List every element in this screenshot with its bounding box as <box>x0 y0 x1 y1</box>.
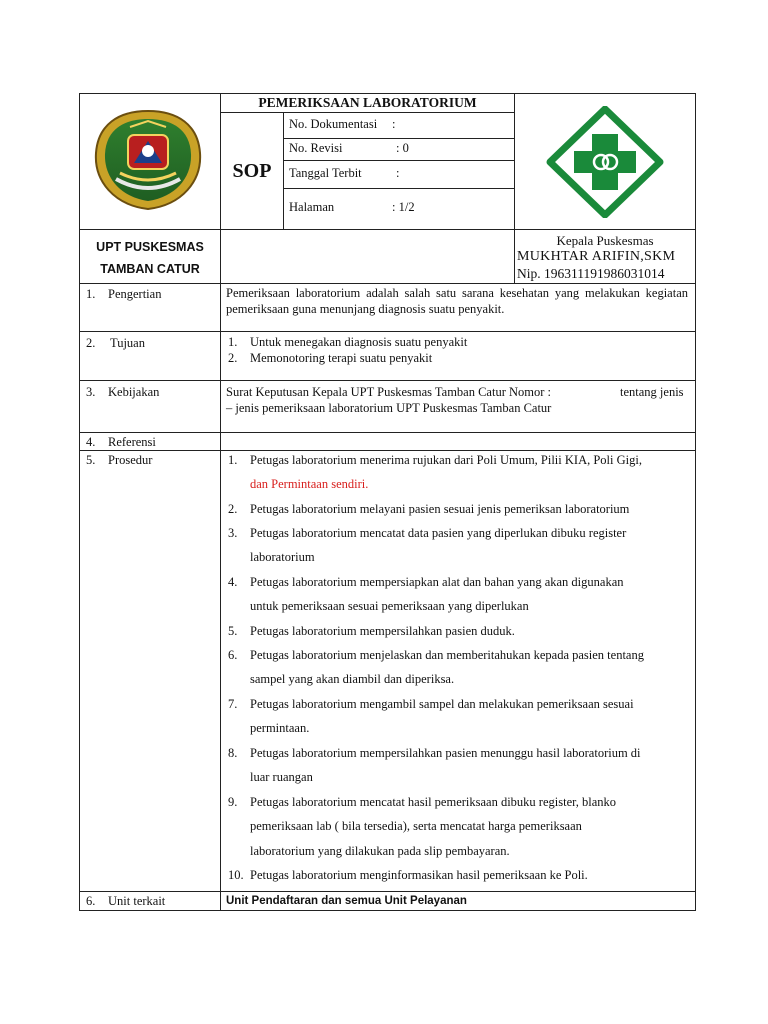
field-value-tanggal-terbit: : <box>396 166 400 180</box>
unit-name <box>80 236 220 280</box>
section-number-kebijakan: 3. <box>86 385 96 399</box>
prosedur-step-number: 10. <box>228 868 244 882</box>
prosedur-step-number: 1. <box>228 453 238 467</box>
prosedur-step-text: laboratorium yang dilakukan pada slip pembayaran. <box>250 844 510 858</box>
prosedur-step-text: Petugas laboratorium mempersilahkan pasien menunggu hasil laboratorium di <box>250 746 641 760</box>
prosedur-step-text: luar ruangan <box>250 770 313 784</box>
prosedur-step-text-highlight: dan Permintaan sendiri. <box>250 477 369 491</box>
kebijakan-line1-a: Surat Keputusan Kepala UPT Puskesmas Tamban Catur Nomor : <box>226 385 552 399</box>
prosedur-step-text: Petugas laboratorium mempersiapkan alat dan bahan yang akan digunakan <box>250 575 624 589</box>
prosedur-step-text: sampel yang akan diambil dan diperiksa. <box>250 672 455 686</box>
prosedur-step-text: Petugas laboratorium mengambil sampel dan melakukan pemeriksaan sesuai <box>250 697 634 711</box>
tujuan-item-text: Untuk menegakan diagnosis suatu penyakit <box>250 335 468 349</box>
tujuan-item-number: 2. <box>228 351 238 365</box>
field-label-tanggal-terbit: Tanggal Terbit <box>289 166 362 180</box>
prosedur-step-number: 6. <box>228 648 238 662</box>
tujuan-item-text: Memonotoring terapi suatu penyakit <box>250 351 433 365</box>
section-number-referensi: 4. <box>86 435 96 449</box>
prosedur-step-text: pemeriksaan lab ( bila tersedia), serta mencatat harga pemeriksaan <box>250 819 582 833</box>
section-label-unit-terkait: Unit terkait <box>108 894 166 908</box>
prosedur-step-text: Petugas laboratorium mencatat hasil pemeriksaan dibuku register, blanko <box>250 795 617 809</box>
prosedur-step-number: 7. <box>228 697 238 711</box>
section-label-referensi: Referensi <box>108 435 156 449</box>
field-value-halaman: : 1/2 <box>392 200 415 214</box>
section-label-kebijakan: Kebijakan <box>108 385 160 399</box>
prosedur-step-number: 8. <box>228 746 238 760</box>
section-number-prosedur: 5. <box>86 453 96 467</box>
field-label-no-revisi: No. Revisi <box>289 141 343 155</box>
pengertian-text: Pemeriksaan laboratorium adalah salah satu sarana kesehatan yang melakukan kegiatan pemeriksaan guna menunjang diagnosis suatu penyakit. <box>226 286 688 316</box>
prosedur-step-number: 4. <box>228 575 238 589</box>
puskesmas-cross-logo <box>545 106 665 218</box>
prosedur-step-text: laboratorium <box>250 550 315 564</box>
prosedur-step-text: Petugas laboratorium menginformasikan hasil pemeriksaan ke Poli. <box>250 868 588 882</box>
prosedur-step-text: Petugas laboratorium melayani pasien sesuai jenis pemeriksan laboratorium <box>250 502 630 516</box>
signature-nip: Nip. 196311191986031014 <box>517 266 665 281</box>
prosedur-step-number: 9. <box>228 795 238 809</box>
signature-role: Kepala Puskesmas <box>556 233 654 248</box>
kebijakan-line2: – jenis pemeriksaan laboratorium UPT Puskesmas Tamban Catur <box>226 401 552 415</box>
prosedur-step-text: untuk pemeriksaan sesuai pemeriksaan yang diperlukan <box>250 599 529 613</box>
prosedur-step-number: 3. <box>228 526 238 540</box>
document-title: PEMERIKSAAN LABORATORIUM <box>258 95 477 110</box>
section-number-pengertian: 1. <box>86 287 96 301</box>
field-label-halaman: Halaman <box>289 200 335 214</box>
tujuan-item-number: 1. <box>228 335 238 349</box>
prosedur-step-text: permintaan. <box>250 721 310 735</box>
unit-terkait-text: Unit Pendaftaran dan semua Unit Pelayanan <box>226 895 467 907</box>
section-number-unit-terkait: 6. <box>86 894 96 908</box>
section-label-tujuan: Tujuan <box>110 336 145 350</box>
signature-name: MUKHTAR ARIFIN,SKM <box>517 249 676 264</box>
section-label-pengertian: Pengertian <box>108 287 162 301</box>
prosedur-step-text: Petugas laboratorium menjelaskan dan memberitahukan kepada pasien tentang <box>250 648 644 662</box>
sop-label: SOP <box>232 160 272 182</box>
field-value-no-revisi: : 0 <box>396 141 409 155</box>
section-label-prosedur: Prosedur <box>108 453 153 467</box>
unit-name-line2: TAMBAN CATUR <box>100 262 200 276</box>
field-value-no-dokumentasi: : <box>392 117 396 131</box>
section-number-tujuan: 2. <box>86 336 96 350</box>
unit-name-line1: UPT PUSKESMAS <box>96 240 204 254</box>
regional-emblem-logo <box>90 107 206 213</box>
prosedur-step-text: Petugas laboratorium mempersilahkan pasien duduk. <box>250 624 515 638</box>
prosedur-step-number: 5. <box>228 624 238 638</box>
prosedur-step-text: Petugas laboratorium mencatat data pasien yang diperlukan dibuku register <box>250 526 627 540</box>
kebijakan-line1-b: tentang jenis <box>620 385 684 399</box>
field-label-no-dokumentasi: No. Dokumentasi <box>289 117 378 131</box>
prosedur-step-number: 2. <box>228 502 238 516</box>
prosedur-step-text: Petugas laboratorium menerima rujukan dari Poli Umum, Pilii KIA, Poli Gigi, <box>250 453 642 467</box>
